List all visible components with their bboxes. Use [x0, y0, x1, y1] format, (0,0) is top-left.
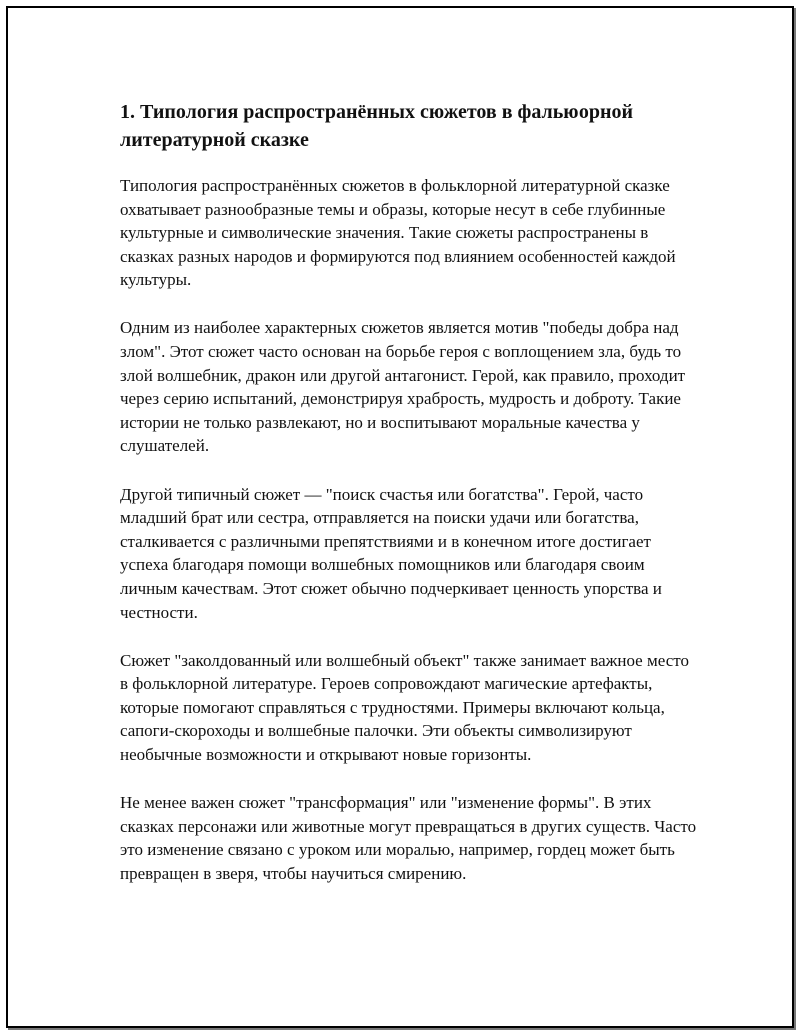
document-body — [120, 98, 700, 910]
paragraph-intro: Типология распространённых сюжетов в фольклорной литературной сказке охватывает разнообразные темы и образы, которые несут в себе глубинные культурные и символические значения. Такие сюжеты распространены в сказках разных народов и формируются под влиянием особенностей каждой культуры. — [120, 176, 676, 290]
paragraph-quest-for-fortune: Другой типичный сюжет — "поиск счастья или богатства". Герой, часто младший брат или сестра, отправляется на поиски удачи или богатства, сталкивается с различными препятствиями и в конечном итоге достигает успеха благодаря помощи волшебных помощников или благодаря своим личным качествам. Этот сюжет обычно подчеркивает ценность упорства и честности. — [120, 484, 662, 622]
paragraph-good-vs-evil: Одним из наиболее характерных сюжетов является мотив "победы добра над злом". Этот сюжет часто основан на борьбе героя с воплощением зла, будь то злой волшебник, дракон или другой антагонист. Герой, как правило, проходит через серию испытаний, демонстрируя храбрость, мудрость и доброту. Такие истории не только развлекают, но и воспитывают моральные качества у слушателей. — [120, 318, 686, 456]
document-page — [6, 6, 794, 1028]
section-heading: 1. Типология распространённых сюжетов в фальюорной литературной сказке — [120, 101, 633, 151]
paragraph-magic-object: Сюжет "заколдованный или волшебный объект" также занимает важное место в фольклорной литературе. Героев сопровождают магические артефакты, которые помогают справляться с трудностями. Примеры включают кольца, сапоги-скороходы и волшебные палочки. Эти объекты символизируют необычные возможности и открывают новые горизонты. — [120, 650, 689, 764]
paragraph-transformation: Не менее важен сюжет "трансформация" или "изменение формы". В этих сказках персонажи или животные могут превращаться в других существ. Часто это изменение связано с уроком или моралью, например, гордец может быть превращен в зверя, чтобы научиться смирению. — [120, 793, 697, 883]
